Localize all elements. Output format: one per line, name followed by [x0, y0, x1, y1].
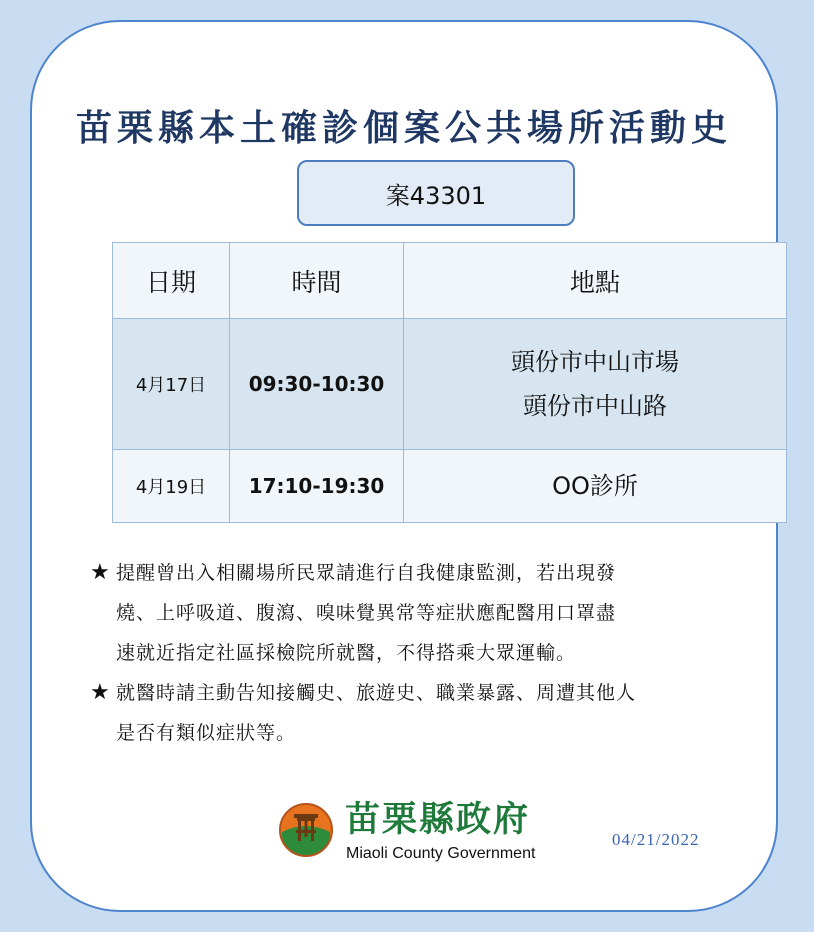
note-line: 提醒曾出入相關場所民眾請進行自我健康監測，若出現發 — [116, 562, 617, 584]
org-name: 苗栗縣政府 — [345, 799, 531, 840]
miaoli-county-emblem-icon — [278, 800, 334, 860]
location-line: 頭份市中山市場 — [511, 348, 679, 376]
publish-date: 04/21/2022 — [612, 830, 700, 849]
location-line: OO診所 — [552, 472, 638, 500]
note-item — [90, 673, 770, 753]
notice-card — [30, 20, 778, 912]
location-line: 頭份市中山路 — [523, 392, 667, 420]
row-date: 4月19日 — [113, 450, 230, 523]
activity-table — [112, 242, 787, 523]
table-row — [113, 319, 787, 450]
row-time: 09:30-10:30 — [230, 319, 404, 450]
note-line: 速就近指定社區採檢院所就醫，不得搭乘大眾運輸。 — [116, 642, 577, 664]
row-date: 4月17日 — [113, 319, 230, 450]
note-line: 就醫時請主動告知接觸史、旅遊史、職業暴露、周遭其他人 — [116, 682, 637, 704]
table-row — [113, 450, 787, 523]
row-location — [404, 319, 787, 450]
notes-section — [90, 553, 770, 753]
org-name-english: Miaoli County Government — [346, 845, 536, 862]
header-location: 地點 — [404, 243, 787, 319]
row-time: 17:10-19:30 — [230, 450, 404, 523]
star-icon: ★ — [90, 560, 110, 585]
note-item — [90, 553, 770, 673]
table-header-row — [113, 243, 787, 319]
page-title: 苗栗縣本土確診個案公共場所活動史 — [75, 107, 732, 149]
note-line: 燒、上呼吸道、腹瀉、嗅味覺異常等症狀應配醫用口罩盡 — [116, 602, 617, 624]
header-time: 時間 — [230, 243, 404, 319]
case-number-box — [297, 160, 575, 226]
header-date: 日期 — [113, 243, 230, 319]
row-location — [404, 450, 787, 523]
star-icon: ★ — [90, 680, 110, 705]
note-line: 是否有類似症狀等。 — [116, 722, 297, 744]
case-number-label: 案43301 — [385, 181, 487, 210]
